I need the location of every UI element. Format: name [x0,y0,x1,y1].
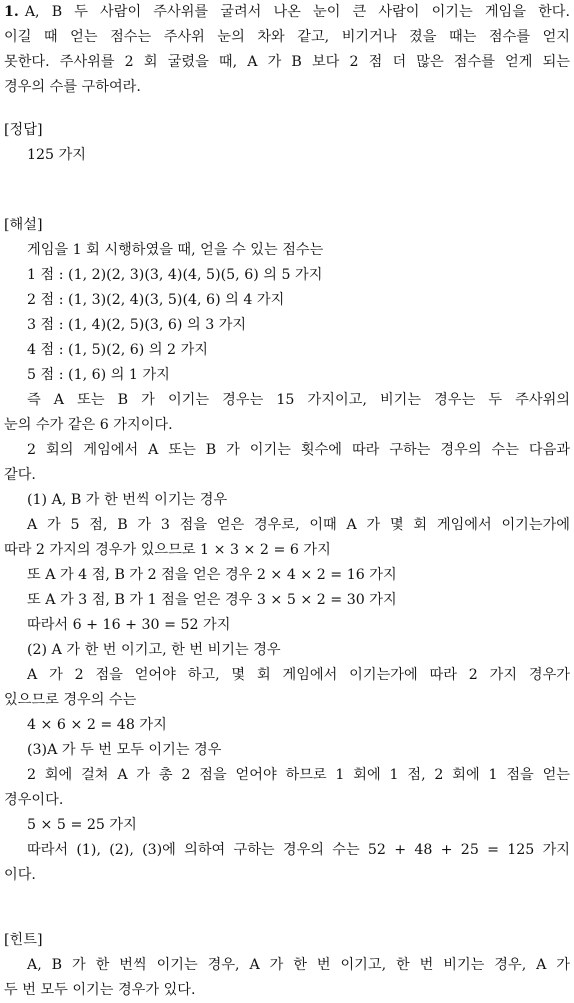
problem-block [4,0,570,100]
solution-line: 5 점 : (1, 6) 의 1 가지 [27,367,170,383]
problem-line: 이길 때 얻는 점수는 주사위 눈의 차와 같고, 비기거나 졌을 때는 점수를 얻지 [4,29,570,45]
problem-number: 1. [4,4,19,20]
solution-line: 있으므로 경우의 수는 [4,692,137,708]
solution-line: (2) A 가 한 번 이기고, 한 번 비기는 경우 [27,642,281,658]
solution-line: 게임을 1 회 시행하였을 때, 얻을 수 있는 점수는 [27,242,324,258]
solution-line: 따라 2 가지의 경우가 있으므로 1 × 3 × 2 = 6 가지 [4,542,331,558]
solution-line: 또 A 가 3 점, B 가 1 점을 얻은 경우 3 × 5 × 2 = 30 가지 [27,592,397,608]
solution-line: 경우이다. [4,792,64,808]
hint-line: A, B 가 한 번씩 이기는 경우, A 가 한 번 이기고, 한 번 비기는 경우, A 가 [27,957,570,973]
solution-line: 4 점 : (1, 5)(2, 6) 의 2 가지 [27,342,208,358]
problem-line: 1. A, B 두 사람이 주사위를 굴려서 나온 눈이 큰 사람이 이기는 게임을 한다. [4,4,570,20]
problem-line: 경우의 수를 구하여라. [4,79,141,95]
hint-line: 두 번 모두 이기는 경우가 있다. [4,982,196,998]
solution-line: 눈의 수가 같은 6 가지이다. [4,417,173,433]
solution-line: A 가 5 점, B 가 3 점을 얻은 경우로, 이때 A 가 몇 회 게임에서 이기는가에 [27,517,570,533]
solution-line: 2 회에 걸쳐 A 가 총 2 점을 얻어야 하므로 1 회에 1 점, 2 회에 1 점을 얻는 [27,767,570,783]
solution-line: 또 A 가 4 점, B 가 2 점을 얻은 경우 2 × 4 × 2 = 16 가지 [27,567,397,583]
solution-line: (1) A, B 가 한 번씩 이기는 경우 [27,492,228,508]
solution-line: 같다. [4,467,36,483]
solution-line: (3)A 가 두 번 모두 이기는 경우 [27,742,222,758]
solution-line: 3 점 : (1, 4)(2, 5)(3, 6) 의 3 가지 [27,317,247,333]
solution-line: 즉 A 또는 B 가 이기는 경우는 15 가지이고, 비기는 경우는 두 주사위의 [27,392,570,408]
solution-block [4,213,570,888]
answer-text: 125 가지 [27,147,86,163]
solution-line: 따라서 6 + 16 + 30 = 52 가지 [27,617,231,633]
solution-heading: [해설] [4,217,43,233]
solution-line: 2 회의 게임에서 A 또는 B 가 이기는 횟수에 따라 구하는 경우의 수는 다음과 [27,442,570,458]
solution-line: 따라서 (1), (2), (3)에 의하여 구하는 경우의 수는 52 + 48 + 25 = 125 가지 [27,842,570,858]
solution-line: A 가 2 점을 얻어야 하고, 몇 회 게임에서 이기는가에 따라 2 가지 경우가 [27,667,570,683]
problem-line: 못한다. 주사위를 2 회 굴렸을 때, A 가 B 보다 2 점 더 많은 점수를 얻게 되는 [4,54,570,70]
solution-line: 5 × 5 = 25 가지 [27,817,137,833]
solution-line: 4 × 6 × 2 = 48 가지 [27,717,167,733]
answer-heading: [정답] [4,122,43,138]
answer-block [4,118,570,168]
solution-line: 이다. [4,867,36,883]
solution-line: 2 점 : (1, 3)(2, 4)(3, 5)(4, 6) 의 4 가지 [27,292,285,308]
solution-line: 1 점 : (1, 2)(2, 3)(3, 4)(4, 5)(5, 6) 의 5 가지 [27,267,323,283]
hint-heading: [힌트] [4,932,43,948]
hint-block [4,928,570,1003]
